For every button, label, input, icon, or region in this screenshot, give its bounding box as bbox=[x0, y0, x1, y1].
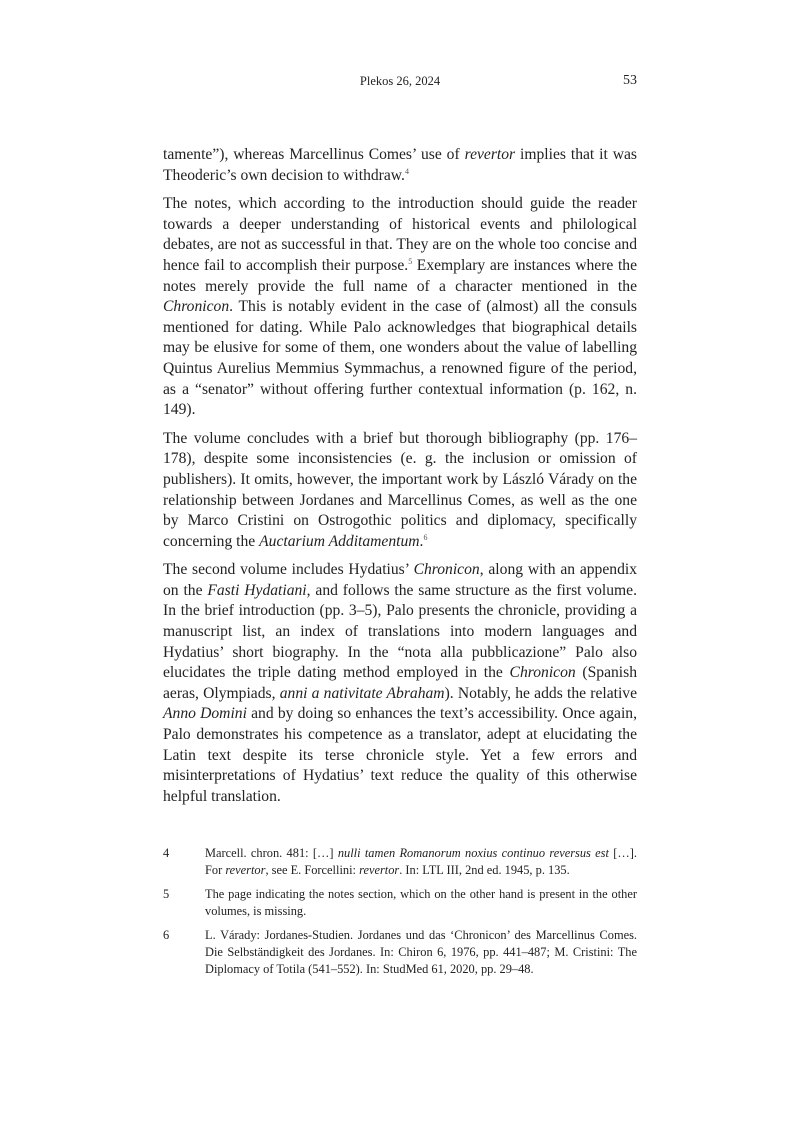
text-run: Marcell. chron. 481: […] bbox=[205, 846, 338, 861]
italic-text: Fasti Hydatiani bbox=[207, 581, 307, 599]
italic-text: revertor bbox=[464, 146, 516, 163]
text-run: The page indicating the notes section, which on the other hand is present in the other volumes, is missing. bbox=[205, 887, 637, 919]
footnote-number: 5 bbox=[163, 887, 170, 902]
footnote-number: 6 bbox=[163, 928, 170, 943]
text-run: The notes, which according to the introduction should guide the reader towards a deeper understanding of historical events and philological debates, are not as successful in that. They are on the whole too concise and hence fail to accomplish their purpose. bbox=[163, 195, 637, 274]
text-run: ). Notably, he adds the relative bbox=[444, 684, 638, 702]
italic-text: Chronicon bbox=[163, 298, 230, 316]
italic-text: revertor bbox=[359, 863, 400, 878]
footnote-text bbox=[205, 927, 637, 978]
page-number: 53 bbox=[623, 73, 637, 88]
italic-text: anni a nativitate Abraham bbox=[279, 684, 445, 702]
italic-text: Anno Domini bbox=[163, 705, 247, 723]
text-run: The volume concludes with a brief but thorough bibliography (pp. 176–178), despite some inconsistencies (e. g. the inclusion or omission of publishers). It omits, however, the important work by László Várady on the relationship between Jordanes and Marcellinus Comes, as well as the one by Marco Cristini on Ostrogothic politics and diplomacy, specifically concerning the bbox=[163, 429, 637, 550]
italic-text: revertor bbox=[225, 863, 266, 878]
italic-text: Chronicon bbox=[413, 561, 480, 579]
footnote-number: 4 bbox=[163, 846, 170, 861]
paragraph bbox=[163, 145, 637, 186]
journal-title: Plekos 26, 2024 bbox=[359, 74, 441, 88]
paragraph bbox=[163, 194, 637, 421]
text-run: . This is notably evident in the case of (almost) all the consuls mentioned for dating. While Palo acknowledges that biographical details may be elusive for some of them, one wonders about the value of labelling Quintus Aurelius Memmius Symmachus, a renowned figure of the period, as a “senator” without offering further contextual information (p. 162, n. 149). bbox=[163, 298, 637, 419]
footnote-text bbox=[205, 845, 637, 879]
footnote-text bbox=[205, 886, 637, 920]
text-run: The second volume includes Hydatius’ bbox=[163, 561, 414, 579]
footnote bbox=[163, 886, 637, 920]
footnote bbox=[163, 927, 637, 978]
text-run: tamente”), whereas Marcellinus Comes’ use of bbox=[163, 146, 465, 163]
text-run: . bbox=[419, 532, 424, 550]
text-run: , see E. Forcellini: bbox=[265, 863, 360, 878]
text-run: , along with an appendix on the bbox=[163, 561, 637, 599]
text-run: implies that it was Theoderic’s own decision to withdraw. bbox=[163, 146, 637, 184]
paragraph bbox=[163, 560, 637, 807]
footnote-reference[interactable]: 5 bbox=[408, 256, 413, 266]
text-run: , and follows the same structure as the first volume. In the brief introduction (pp. 3–5), Palo presents the chronicle, providing a manuscript list, an index of translations into modern languages and Hydatius’ short biography. In the “nota alla pubblicazione” Palo also elucidates the triple dating method employed in the bbox=[163, 581, 637, 682]
footnote-reference[interactable]: 4 bbox=[404, 166, 409, 176]
running-header bbox=[163, 74, 637, 92]
italic-text: Auctarium Additamentum bbox=[259, 532, 420, 550]
text-run: (Spanish aeras, Olympiads, bbox=[163, 664, 637, 702]
text-run: and by doing so enhances the text’s accessibility. Once again, Palo demonstrates his competence as a translator, adept at elucidating the Latin text despite its terse chronicle style. Yet a few errors and misinterpretations of Hydatius’ text reduce the quality of this otherwise helpful translation. bbox=[163, 705, 637, 805]
italic-text: Chronicon bbox=[509, 664, 576, 682]
text-run: . In: LTL III, 2nd ed. 1945, p. 135. bbox=[399, 863, 570, 878]
text-run: Exemplary are instances where the notes merely provide the full name of a character mentioned in the bbox=[163, 256, 637, 295]
footnote bbox=[163, 845, 637, 879]
text-run: L. Várady: Jordanes-Studien. Jordanes und das ‘Chronicon’ des Marcellinus Comes. Die Selbständigkeit des Jordanes. In: Chiron 6, 1976, pp. 441–487; M. Cristini: The Diplomacy of Totila (541–552). In: StudMed 61, 2020, pp. 29–48. bbox=[205, 928, 637, 977]
italic-text: nulli tamen Romanorum noxius continuo reversus est bbox=[337, 846, 609, 861]
paragraph bbox=[163, 429, 637, 553]
body-text bbox=[163, 145, 637, 815]
footnotes bbox=[163, 845, 637, 985]
footnote-reference[interactable]: 6 bbox=[423, 532, 428, 542]
text-run: […]. For bbox=[205, 846, 638, 878]
page-content bbox=[163, 145, 637, 985]
